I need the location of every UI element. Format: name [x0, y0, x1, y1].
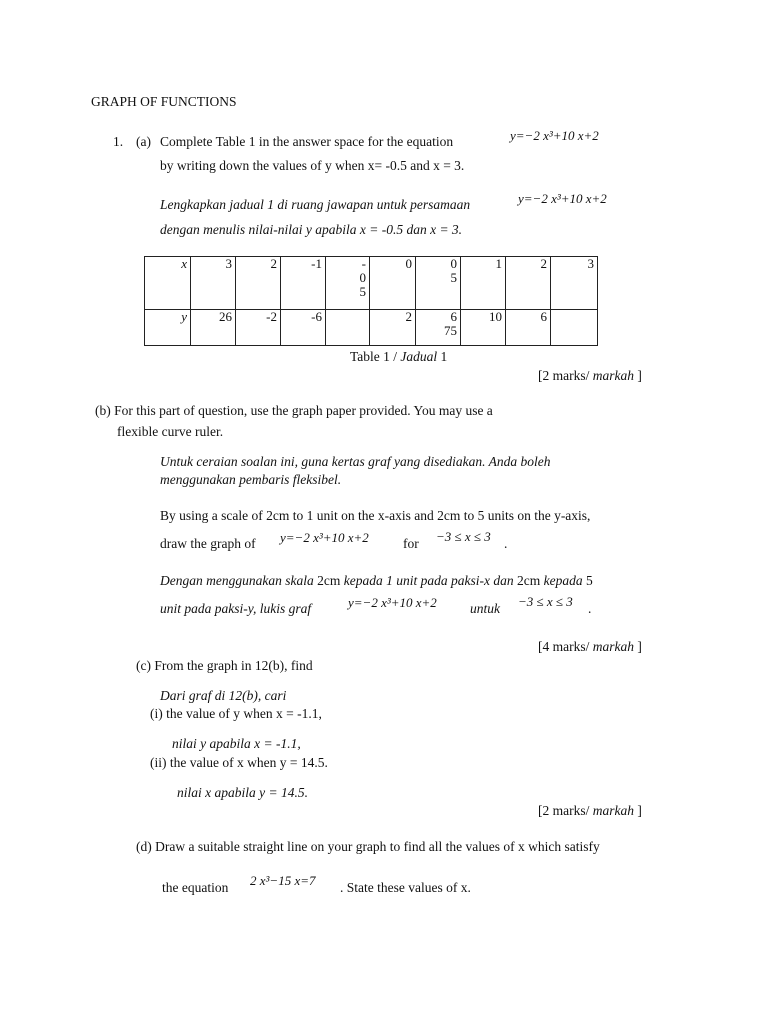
table-cell: 1 [461, 257, 506, 310]
part-a-text-2: by writing down the values of y when x= -0.5 and x = 3. [160, 158, 465, 173]
range-b-malay: −3 ≤ x ≤ 3 [518, 594, 573, 609]
table-caption: Table 1 / Jadual 1 [350, 349, 448, 364]
table-cell [326, 310, 370, 346]
table-cell: -1 [281, 257, 326, 310]
table-cell: 6 [506, 310, 551, 346]
question-number: 1. [113, 134, 124, 149]
equation-b: y=−2 x³+10 x+2 [280, 530, 369, 545]
table-cell: -2 [236, 310, 281, 346]
part-b-malay-dot: . [588, 601, 592, 616]
table-cell: 26 [191, 310, 236, 346]
part-b-scale-2: draw the graph of [160, 536, 256, 551]
part-c-ii-malay: nilai x apabila y = 14.5. [177, 785, 308, 800]
equation-a-malay: y=−2 x³+10 x+2 [518, 191, 607, 206]
part-d-text-2: the equation [162, 880, 229, 895]
equation-a: y=−2 x³+10 x+2 [510, 128, 599, 143]
part-b-malay-2: menggunakan pembaris fleksibel. [160, 472, 342, 487]
part-d-text: (d) Draw a suitable straight line on your graph to find all the values of x which satisfy [136, 839, 600, 854]
table-cell: 2 [506, 257, 551, 310]
part-a-text-1: Complete Table 1 in the answer space for the equation [160, 134, 454, 149]
range-b: −3 ≤ x ≤ 3 [436, 529, 491, 544]
part-b-untuk: untuk [470, 601, 500, 616]
marks-c: [2 marks/ markah ] [538, 803, 642, 818]
part-c-i-malay: nilai y apabila x = -1.1, [172, 736, 301, 751]
equation-d: 2 x³−15 x=7 [250, 873, 316, 888]
part-c-malay: Dari graf di 12(b), cari [160, 688, 287, 703]
table-cell: 3 [551, 257, 598, 310]
table-cell: 6 75 [416, 310, 461, 346]
part-b-text-1: (b) For this part of question, use the graph paper provided. You may use a [95, 403, 493, 418]
part-b-malay-3: Dengan menggunakan skala 2cm kepada 1 unit pada paksi-x dan 2cm kepada 5 [160, 573, 593, 588]
page-title: GRAPH OF FUNCTIONS [91, 94, 237, 109]
part-c-i: (i) the value of y when x = -1.1, [150, 706, 322, 721]
part-a-label: (a) [136, 134, 151, 149]
part-a-malay-1: Lengkapkan jadual 1 di ruang jawapan untuk persamaan [160, 197, 471, 212]
table-x-label: x [145, 257, 191, 310]
table-cell: - 0 5 [326, 257, 370, 310]
part-b-dot: . [504, 536, 508, 551]
table-1 [144, 256, 598, 346]
table-cell: 2 [370, 310, 416, 346]
part-b-malay-4: unit pada paksi-y, lukis graf [160, 601, 312, 616]
table-cell: 0 5 [416, 257, 461, 310]
part-a-malay-2: dengan menulis nilai-nilai y apabila x = -0.5 dan x = 3. [160, 222, 463, 237]
table-y-label: y [145, 310, 191, 346]
part-c-text: (c) From the graph in 12(b), find [136, 658, 313, 673]
marks-b: [4 marks/ markah ] [538, 639, 642, 654]
table-cell: 3 [191, 257, 236, 310]
part-d-text-3: . State these values of x. [340, 880, 471, 895]
marks-a: [2 marks/ markah ] [538, 368, 642, 383]
table-cell: 10 [461, 310, 506, 346]
table-row-x [145, 257, 598, 310]
part-b-text-2: flexible curve ruler. [117, 424, 224, 439]
part-b-scale-1: By using a scale of 2cm to 1 unit on the x-axis and 2cm to 5 units on the y-axis, [160, 508, 591, 523]
table-cell: -6 [281, 310, 326, 346]
table-row-y [145, 310, 598, 346]
part-b-malay-1: Untuk ceraian soalan ini, guna kertas graf yang disediakan. Anda boleh [160, 454, 551, 469]
part-c-ii: (ii) the value of x when y = 14.5. [150, 755, 328, 770]
part-b-for: for [403, 536, 419, 551]
table-cell [551, 310, 598, 346]
table-cell: 0 [370, 257, 416, 310]
equation-b-malay: y=−2 x³+10 x+2 [348, 595, 437, 610]
table-cell: 2 [236, 257, 281, 310]
